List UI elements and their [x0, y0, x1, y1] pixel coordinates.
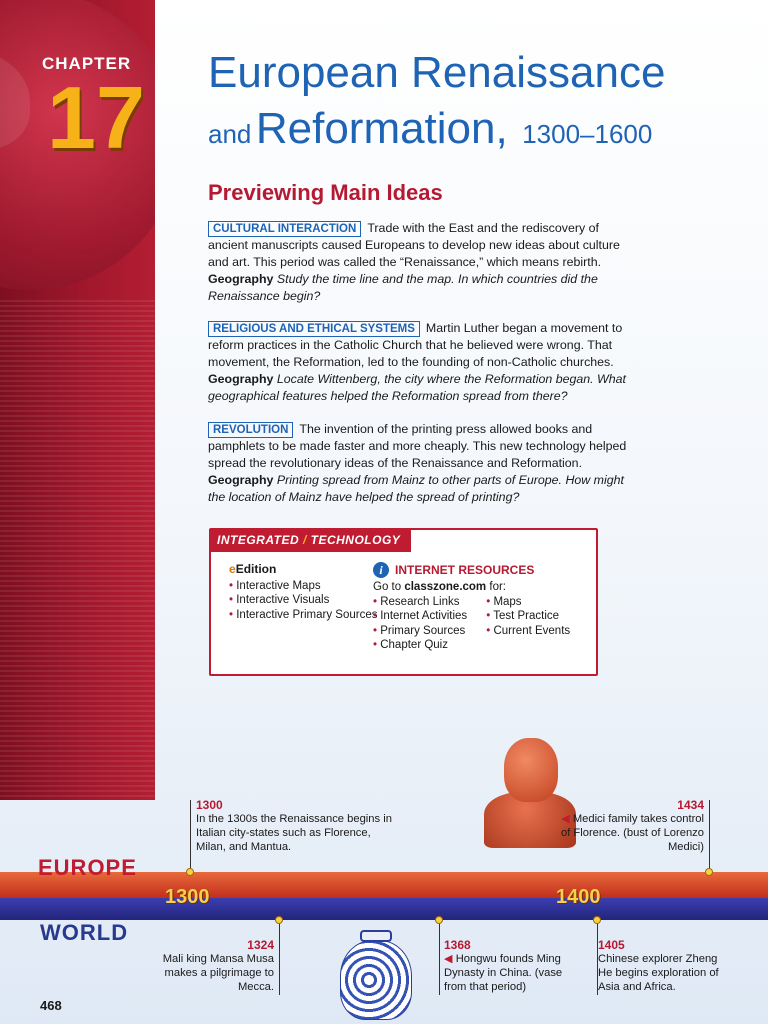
internet-item[interactable]: • Test Practice: [486, 609, 586, 624]
classzone-link[interactable]: classzone.com: [404, 581, 487, 593]
edition-heading[interactable]: [229, 562, 377, 577]
event-1405: [598, 938, 728, 994]
dot-1368: [435, 916, 443, 924]
internet-item[interactable]: • Maps: [486, 595, 586, 610]
chapter-sidebar: [0, 0, 155, 800]
tick-1324: [279, 920, 280, 995]
idea-tag: REVOLUTION: [208, 422, 293, 438]
main-idea-revolution: [208, 421, 628, 506]
main-idea-religious: [208, 320, 628, 405]
internet-item[interactable]: • Current Events: [486, 624, 586, 639]
internet-item[interactable]: • Internet Activities: [373, 609, 483, 624]
sidebar-stripes: [0, 300, 155, 800]
event-year: 1300: [196, 798, 223, 812]
edition-item[interactable]: • Interactive Primary Sources: [229, 608, 377, 623]
info-icon: i: [373, 562, 389, 578]
edition-item[interactable]: • Interactive Visuals: [229, 593, 377, 608]
geo-label: Geography: [208, 473, 274, 487]
event-text: Mali king Mansa Musa makes a pilgrimage to Mecca.: [162, 953, 274, 993]
idea-text: Martin Luther began a movement to reform practices in the Catholic Church that he believed were wrong. That movement, the Reformation, led to the founding of non-Catholic churches.: [208, 321, 623, 369]
event-text: ◀ Medici family takes control of Florence. (bust of Lorenzo Medici): [560, 813, 704, 853]
page-number: 468: [40, 998, 62, 1013]
goto-prefix: Go to: [373, 581, 402, 593]
world-timeline-bar: [0, 898, 768, 920]
edition-rest: Edition: [235, 562, 277, 576]
edition-item[interactable]: • Interactive Maps: [229, 579, 377, 594]
tech-header: INTEGRATED / TECHNOLOGY: [211, 530, 411, 552]
title-reformation: Reformation,: [255, 104, 508, 153]
geo-text: Locate Wittenberg, the city where the Reformation began. What geographical features helped the Reformation spread from there?: [208, 372, 626, 403]
idea-tag: RELIGIOUS AND ETHICAL SYSTEMS: [208, 321, 420, 337]
title-dates: 1300–1600: [522, 119, 653, 149]
edition-column: [229, 562, 377, 622]
year-mark-1300: 1300: [165, 886, 210, 908]
chapter-number: 17: [47, 68, 145, 167]
event-text: In the 1300s the Renaissance begins in Italian city-states such as Florence, Milan, and Mantua.: [196, 813, 392, 853]
dot-1300: [186, 868, 194, 876]
tech-head-b: TECHNOLOGY: [310, 533, 401, 547]
idea-text: The invention of the printing press allowed books and pamphlets to be made faster and more cheaply. This new technology helped spread the revolutionary ideas of the Renaissance and Reformation.: [208, 422, 627, 470]
idea-text: Trade with the East and the rediscovery of ancient manuscripts caused Europeans to develop new ideas about culture and art. This period was called the “Renaissance,” which means rebirth.: [208, 221, 620, 269]
main-idea-cultural: [208, 220, 628, 305]
event-1368: [444, 938, 570, 994]
page-title-line2: [208, 104, 652, 154]
geo-text: Study the time line and the map. In which countries did the Renaissance begin?: [208, 272, 598, 303]
dot-1434: [705, 868, 713, 876]
internet-column: [373, 562, 593, 653]
event-1324: [150, 938, 274, 994]
event-text: ◀ Hongwu founds Ming Dynasty in China. (vase from that period): [444, 953, 563, 993]
geo-text: Printing spread from Mainz to other parts of Europe. How might the location of Mainz have helped the spread of printing?: [208, 473, 624, 504]
event-year: 1368: [444, 938, 471, 952]
tick-1300: [190, 800, 191, 872]
event-year: 1405: [598, 938, 625, 952]
dot-1405: [593, 916, 601, 924]
goto-suffix: for:: [489, 581, 506, 593]
event-1300: [196, 798, 396, 854]
edition-e: e: [229, 562, 236, 576]
goto-line: [373, 580, 593, 595]
event-text: Chinese explorer Zheng He begins exploration of Asia and Africa.: [598, 953, 719, 993]
tick-1368: [439, 920, 440, 995]
year-mark-1400: 1400: [556, 886, 601, 908]
internet-item[interactable]: • Chapter Quiz: [373, 638, 483, 653]
internet-title: INTERNET RESOURCES: [395, 563, 535, 577]
page-title-line1: European Renaissance: [208, 48, 666, 97]
idea-tag: CULTURAL INTERACTION: [208, 221, 361, 237]
tech-head-a: INTEGRATED: [217, 533, 300, 547]
title-and: and: [208, 119, 252, 149]
event-year: 1434: [677, 798, 704, 812]
world-label: WORLD: [40, 920, 129, 945]
europe-label: EUROPE: [38, 855, 137, 880]
event-1434: [560, 798, 704, 854]
event-year: 1324: [247, 938, 274, 952]
geo-label: Geography: [208, 272, 274, 286]
tick-1434: [709, 800, 710, 872]
integrated-technology-box: [209, 528, 598, 676]
internet-item[interactable]: • Primary Sources: [373, 624, 483, 639]
ming-vase-image: [336, 930, 416, 1020]
dot-1324: [275, 916, 283, 924]
internet-heading: [373, 562, 593, 578]
geo-label: Geography: [208, 372, 274, 386]
preview-heading: Previewing Main Ideas: [208, 180, 443, 205]
internet-item[interactable]: • Research Links: [373, 595, 483, 610]
chapter-label: CHAPTER: [42, 54, 132, 73]
